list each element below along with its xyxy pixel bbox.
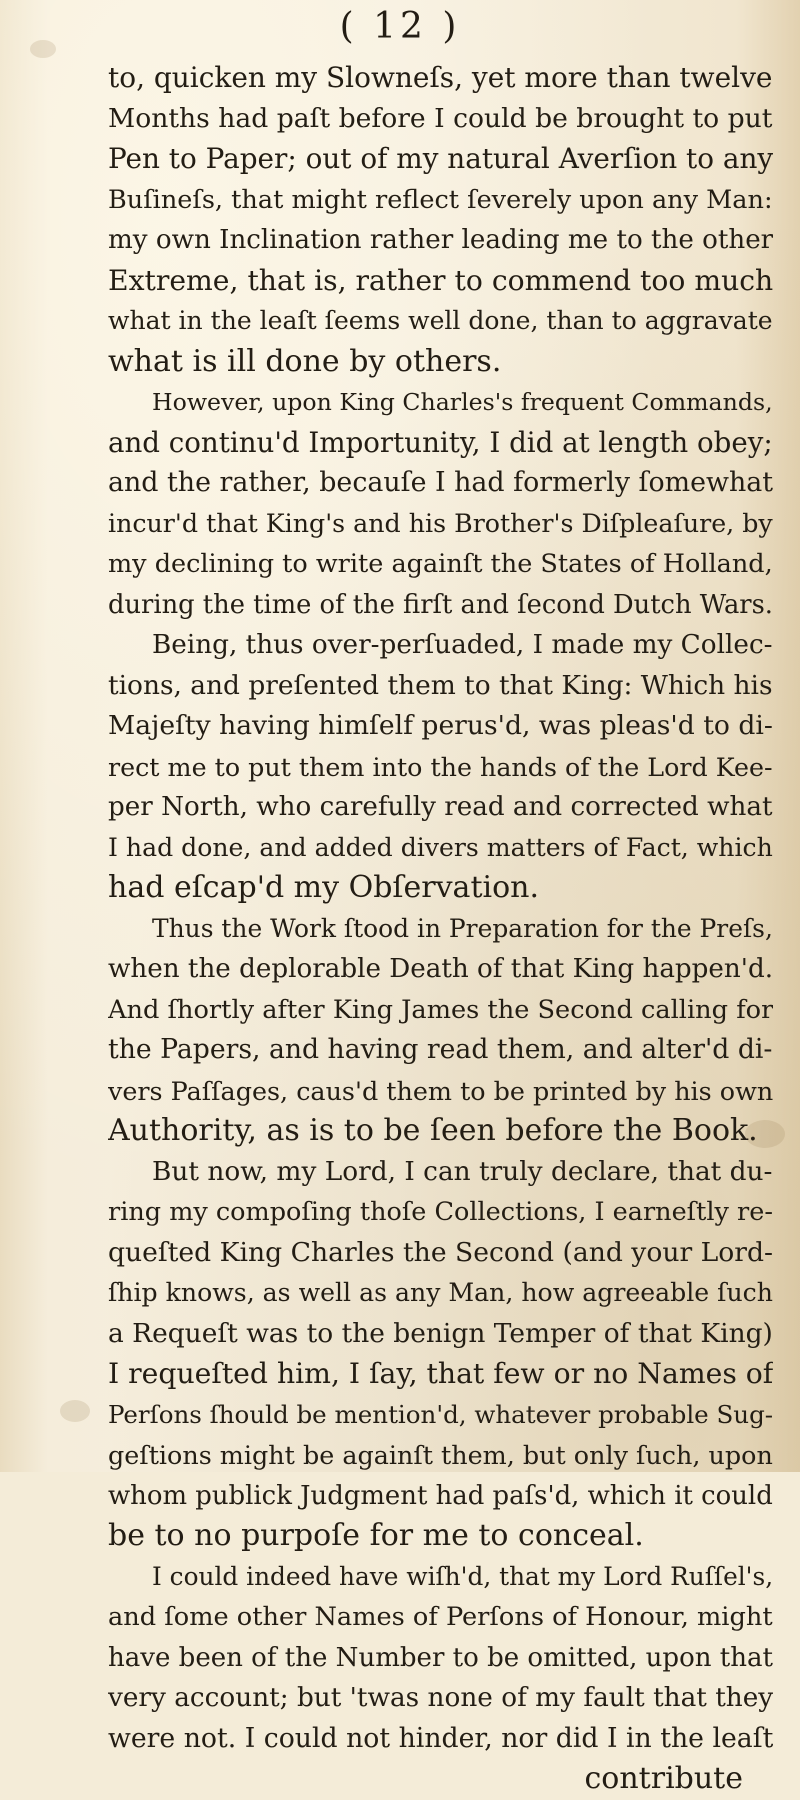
text-line: when the deplorable Death of that King happen'd. [108,954,773,984]
paragraph-start-line: Thus the Work ſtood in Preparation for the Preſs, [152,913,773,943]
text-line: and the rather, becauſe I had formerly ſomewhat [108,467,773,498]
text-line: queſted King Charles the Second (and your Lord- [108,1236,773,1268]
catchword: contribute [584,1761,743,1796]
text-line: tions, and preſented them to that King: Which his [108,669,773,701]
text-line: And ſhortly after King James the Second calling for [108,994,773,1025]
text-line: be to no purpoſe for me to conceal. [108,1518,644,1553]
text-line: had eſcap'd my Obſervation. [108,870,540,905]
text-line: geſtions might be againſt them, but only ſuch, upon [108,1440,773,1470]
paragraph-start-line: But now, my Lord, I can truly declare, that du- [152,1156,773,1187]
text-line: my own Inclination rather leading me to the other [108,225,773,255]
text-line: have been of the Number to be omitted, upon that [108,1642,773,1673]
text-line: and ſome other Names of Perſons of Honour, might [108,1602,773,1632]
text-line: I requeſted him, I ſay, that few or no Names of [108,1357,773,1390]
paragraph-start-line: Being, thus over-perſuaded, I made my Collec- [152,630,773,660]
text-line: per North, who carefully read and corrected what [108,792,773,822]
text-line: ſhip knows, as well as any Man, how agreeable ſuch [108,1278,773,1307]
text-line: the Papers, and having read them, and alter'd di- [108,1034,773,1065]
text-line: vers Paſſages, caus'd them to be printed by his own [108,1075,773,1106]
text-line: I had done, and added divers matters of Fact, which [108,832,773,862]
text-line: my declining to write againſt the States of Holland, [108,549,773,579]
text-line: were not. I could not hinder, nor did I in the leaſt [108,1722,773,1754]
foxing-spot [60,1400,90,1422]
paragraph-start-line: However, upon King Charles's frequent Commands, [152,388,773,416]
text-line: Authority, as is to be ſeen before the Book. [108,1113,758,1148]
text-line: Pen to Paper; out of my natural Averſion to any [108,142,773,175]
text-line: Majeſty having himſelf perus'd, was pleas'd to di- [108,710,773,741]
text-line: what in the leaſt ſeems well done, than to aggravate [108,306,773,335]
text-line: rect me to put them into the hands of the Lord Kee- [108,751,773,782]
text-line: whom publick Judgment had paſs'd, which it could [108,1480,773,1511]
page-number: ( 12 ) [339,6,461,47]
body-text [108,58,773,1800]
text-line: Perſons ſhould be mention'd, whatever probable Sug- [108,1399,773,1429]
paragraph-start-line: I could indeed have wiſh'd, that my Lord Ruſſel's, [152,1561,773,1591]
text-line: Buſineſs, that might reflect ſeverely upon any Man: [108,184,773,215]
text-line: and continu'd Importunity, I did at length obey; [108,425,773,459]
text-line: Extreme, that is, rather to commend too much [108,263,773,297]
text-line: a Requeſt was to the benign Temper of that King) [108,1317,773,1349]
text-line: during the time of the firſt and ſecond Dutch Wars. [108,589,773,620]
text-line: very account; but 'twas none of my fault that they [108,1683,773,1713]
text-line: ring my compoſing thoſe Collections, I earneſtly re- [108,1197,773,1227]
text-line: what is ill done by others. [108,343,502,379]
text-line: incur'd that King's and his Brother's Diſpleaſure, by [108,508,773,538]
text-line: to, quicken my Slowneſs, yet more than twelve [108,61,773,94]
text-line: Months had paſt before I could be brought to put [108,102,773,134]
